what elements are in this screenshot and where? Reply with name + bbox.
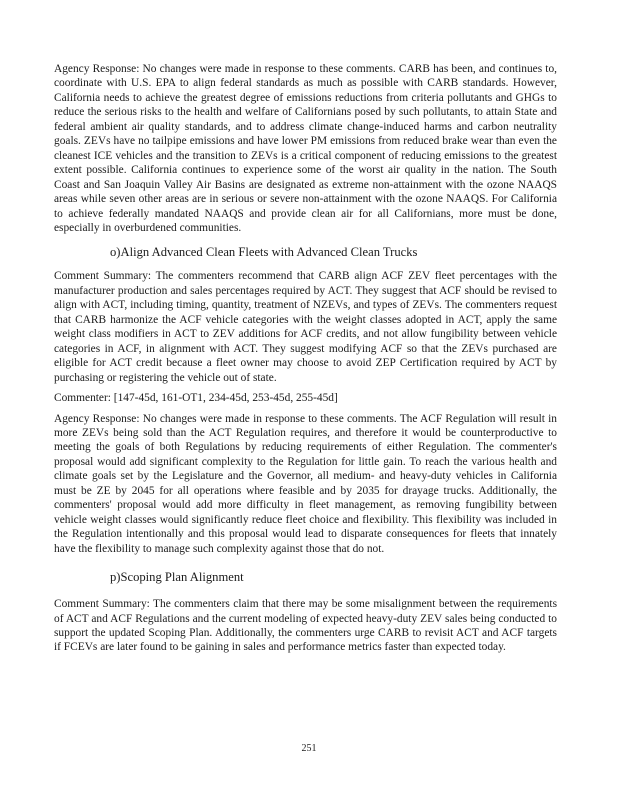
- comment-summary-paragraph: Comment Summary: The commenters claim that there may be some misalignment between the requirements of ACT and ACF Regulations and the current modeling of expected heavy-duty ZEV sales being conducted to support the updated Scoping Plan. Additionally, the commenters urge CARB to revisit ACT and ACF targets if FCEVs are later found to be gaining in sales and performance metrics faster than expected today.: [54, 598, 557, 654]
- section-heading: o)Align Advanced Clean Fleets with Advanced Clean Trucks: [110, 245, 418, 260]
- page-number: 251: [301, 743, 317, 754]
- agency-response-paragraph: Agency Response: No changes were made in response to these comments. The ACF Regulation will result in more ZEVs being sold than the ACT Regulation requires, and therefore it would be counterproductive to meeting the goals of both Regulations by reducing requirements of either Regulation. The commenter's proposal would add significant complexity to the Regulation for little gain. To reach the various health and climate goals set by the Legislature and the Governor, all medium- and heavy-duty vehicles in California must be ZE by 2045 for all operations where feasible and by 2035 for drayage trucks. Additionally, the commenters' proposal would add more difficulty in fleet management, as removing fungibility between vehicle weight classes would significantly reduce fleet choice and flexibility. This flexibility was included in the Regulation intentionally and this proposal would lead to disparate consequences for fleets that innately have the flexibility to manage such complexity against those that do not.: [54, 412, 557, 555]
- section-heading: p)Scoping Plan Alignment: [110, 570, 244, 585]
- comment-summary-paragraph: Comment Summary: The commenters recommend that CARB align ACF ZEV fleet percentages with the manufacturer production and sales percentages required by ACT. They suggest that ACF should be revised to align with ACT, including timing, quantity, treatment of NZEVs, and types of ZEVs. The commenters request that CARB harmonize the ACF vehicle categories with the weight classes adopted in ACT, apply the same weight class modifiers in ACT to ZEV additions for ACF credits, and not allow fungibility between vehicle categories in ACF, in alignment with ACT. They suggest modifying ACF so that the ZEVs purchased are eligible for ACT credit because a fleet owner may choose to avoid ZEP Certification required by ACT by purchasing or registering the vehicle out of state.: [54, 270, 557, 384]
- agency-response-paragraph: Agency Response: No changes were made in response to these comments. CARB has been, and continues to, coordinate with U.S. EPA to align federal standards as much as possible with CARB standards. However, California needs to achieve the greatest degree of emissions reductions from criteria pollutants and GHGs to reduce the serious risks to the health and welfare of Californians posed by such pollutants, to attain State and federal ambient air quality standards, and to address climate change-induced harms and carbon neutrality goals. ZEVs have no tailpipe emissions and have lower PM emissions from reduced brake wear than even the cleanest ICE vehicles and the transition to ZEVs is a critical component of reducing emissions to the greatest extent possible. California continues to experience some of the worst air quality in the nation. The South Coast and San Joaquin Valley Air Basins are designated as extreme non-attainment with the ozone NAAQS areas while seven other areas are in serious or severe non-attainment with the ozone NAAQS. For California to achieve federally mandated NAAQS and provide clean air for all Californians, more must be done, especially in overburdened communities.: [54, 63, 557, 234]
- document-page: [54, 62, 557, 655]
- commenter-line: Commenter: [147-45d, 161-OT1, 234-45d, 253-45d, 255-45d]: [54, 392, 338, 405]
